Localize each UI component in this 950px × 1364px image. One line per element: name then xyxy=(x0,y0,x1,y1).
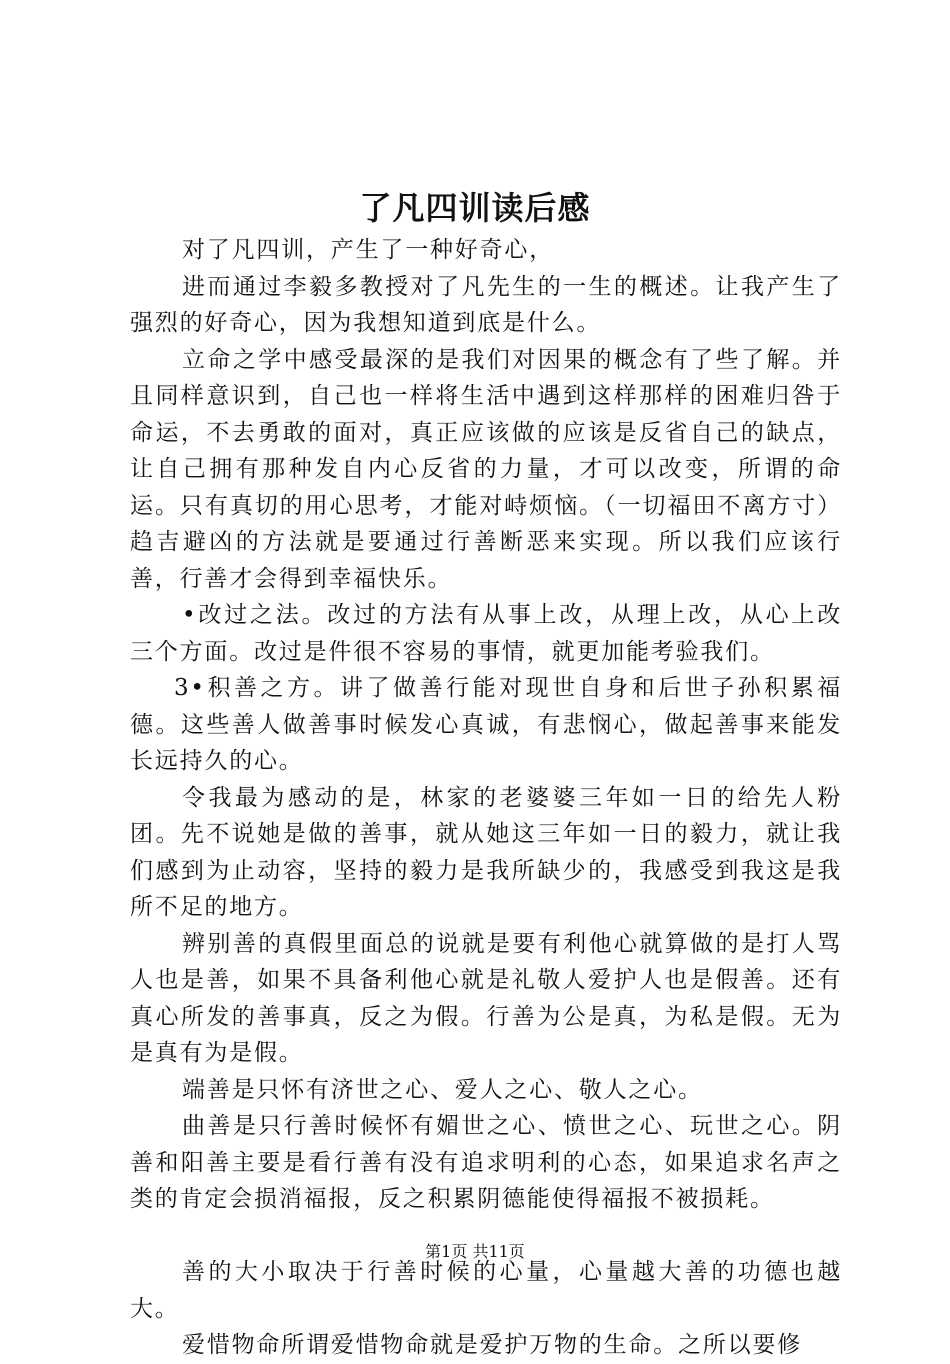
paragraph: 立命之学中感受最深的是我们对因果的概念有了些了解。并且同样意识到，自己也一样将生活中遇到这样那样的困难归咎于命运，不去勇敢的面对，真正应该做的应该是反省自己的缺点，让自己拥有那种发自内心反省的力量，才可以改变，所谓的命运。只有真切的用心思考，才能对峙烦恼。（一切福田不离方寸）趋吉避凶的方法就是要通过行善断恶来实现。所以我们应该行善，行善才会得到幸福快乐。 xyxy=(130,346,842,592)
paragraph: 曲善是只行善时候怀有媚世之心、愤世之心、玩世之心。阴善和阳善主要是看行善有没有追求明利的心态，如果追求名声之类的肯定会损消福报，反之积累阴德能使得福报不被损耗。 xyxy=(130,1113,842,1212)
paragraph: 3•积善之方。讲了做善行能对现世自身和后世子孙积累福德。这些善人做善事时候发心真诚，有悲悯心，做起善事来能发长远持久的心。 xyxy=(130,675,842,774)
page-title: 了凡四训读后感 xyxy=(359,189,591,227)
paragraph: 辨别善的真假里面总的说就是要有利他心就算做的是打人骂人也是善，如果不具备利他心就是礼敬人爱护人也是假善。还有真心所发的善事真，反之为假。行善为公是真，为私是假。无为是真有为是假。 xyxy=(130,930,842,1066)
paragraph: 令我最为感动的是，林家的老婆婆三年如一日的给先人粉团。先不说她是做的善事，就从她这三年如一日的毅力，就让我们感到为止动容，坚持的毅力是我所缺少的，我感受到我这是我所不足的地方。 xyxy=(130,784,842,920)
paragraph: •改过之法。改过的方法有从事上改，从理上改，从心上改三个方面。改过是件很不容易的事情，就更加能考验我们。 xyxy=(130,602,842,665)
paragraph: 端善是只怀有济世之心、爱人之心、敬人之心。 xyxy=(182,1076,703,1103)
page-number-footer: 第1页 共11页 xyxy=(425,1242,525,1261)
document-body xyxy=(130,232,842,1364)
paragraph: 进而通过李毅多教授对了凡先生的一生的概述。让我产生了强烈的好奇心，因为我想知道到底是什么。 xyxy=(130,273,842,336)
paragraph: 爱惜物命所谓爱惜物命就是爱护万物的生命。之所以要修 xyxy=(182,1332,802,1358)
paragraph: 对了凡四训，产生了一种好奇心， xyxy=(182,237,554,263)
paragraph: 善的大小取决于行善时候的心量，心量越大善的功德也越大。 xyxy=(130,1259,842,1322)
